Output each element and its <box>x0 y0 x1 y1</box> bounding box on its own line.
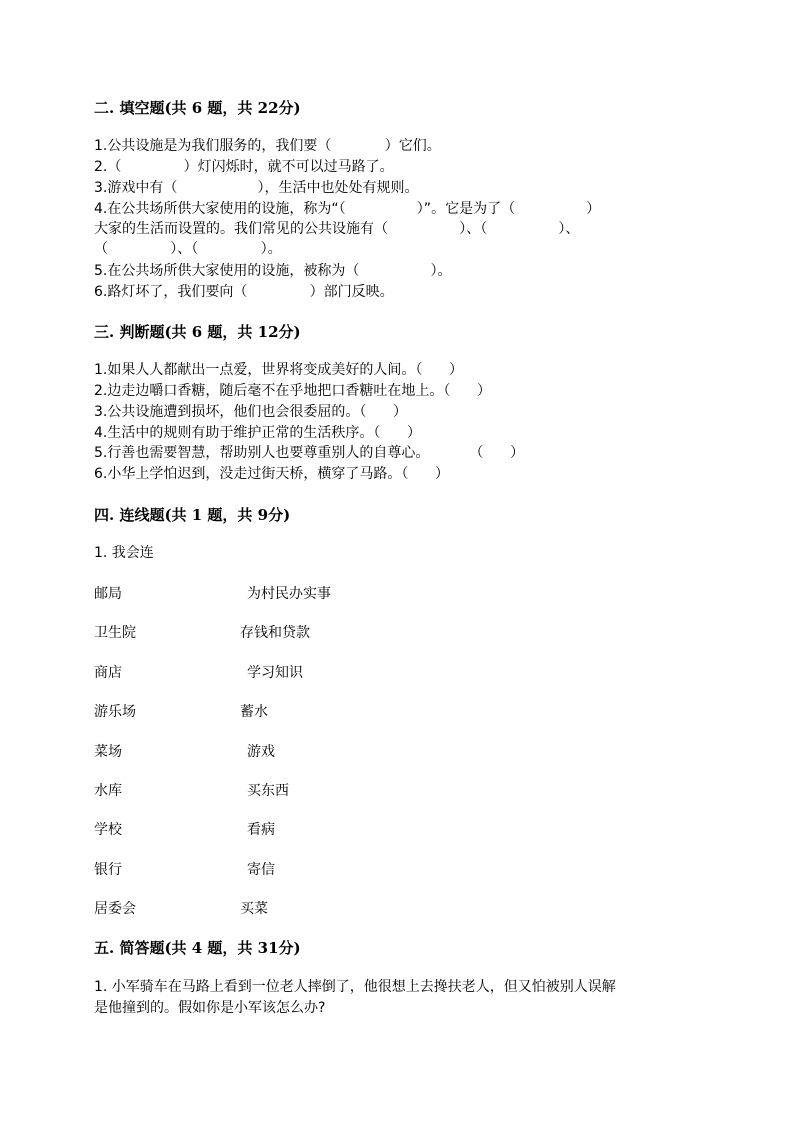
match-right-item: 为村民办实事 <box>247 586 331 602</box>
match-left-item: 游乐场 <box>94 704 136 720</box>
section-short-title: 五. 简答题(共 4 题，共 31分) <box>94 939 301 957</box>
judge-question-3: 3.公共设施遭到损坏，他们也会很委屈的。（ ） <box>94 404 408 420</box>
fill-question-6: 6.路灯坏了，我们要向（ ）部门反映。 <box>94 284 394 300</box>
match-right-item: 买东西 <box>247 783 289 799</box>
judge-question-4: 4.生活中的规则有助于维护正常的生活秩序。（ ） <box>94 425 422 441</box>
match-left-item: 邮局 <box>94 586 122 602</box>
match-left-item: 居委会 <box>94 901 136 917</box>
judge-question-2: 2.边走边嚼口香糖，随后毫不在乎地把口香糖吐在地上。（ ） <box>94 383 492 399</box>
match-left-item: 学校 <box>94 822 122 838</box>
fill-question-5: 5.在公共场所供大家使用的设施，被称为（ ）。 <box>94 263 452 279</box>
short-question-1-line-2: 是他撞到的。假如你是小军该怎么办? <box>94 1000 326 1016</box>
match-left-item: 银行 <box>94 862 122 878</box>
fill-question-4-line-3: （ ）、（ ）。 <box>94 241 282 257</box>
fill-question-1: 1.公共设施是为我们服务的，我们要（ ）它们。 <box>94 138 441 154</box>
short-question-1-line-1: 1. 小军骑车在马路上看到一位老人摔倒了，他很想上去搀扶老人，但又怕被别人误解 <box>94 979 616 995</box>
match-right-item: 游戏 <box>247 744 275 760</box>
section-judge-title: 三. 判断题(共 6 题，共 12分) <box>94 323 301 341</box>
match-right-item: 蓄水 <box>240 704 268 720</box>
fill-question-3: 3.游戏中有（ ），生活中也处处有规则。 <box>94 180 419 196</box>
fill-question-4-line-1: 4.在公共场所供大家使用的设施，称为“（ ）”。它是为了（ ） <box>94 201 601 217</box>
section-fill-title: 二. 填空题(共 6 题，共 22分) <box>94 99 301 117</box>
judge-question-5: 5.行善也需要智慧，帮助别人也要尊重别人的自尊心。 （ ） <box>94 445 525 461</box>
judge-question-1: 1.如果人人都献出一点爱，世界将变成美好的人间。（ ） <box>94 362 464 378</box>
judge-question-6: 6.小华上学怕迟到，没走过街天桥，横穿了马路。（ ） <box>94 466 450 482</box>
match-left-item: 卫生院 <box>94 625 136 641</box>
match-question: 1. 我会连 <box>94 545 154 561</box>
match-right-item: 看病 <box>247 822 275 838</box>
fill-question-2: 2.（ ）灯闪烁时，就不可以过马路了。 <box>94 159 394 175</box>
match-right-item: 学习知识 <box>247 665 303 681</box>
match-left-item: 水库 <box>94 783 122 799</box>
match-left-item: 菜场 <box>94 744 122 760</box>
match-right-item: 存钱和贷款 <box>240 625 310 641</box>
section-match-title: 四. 连线题(共 1 题，共 9分) <box>94 506 291 524</box>
match-right-item: 寄信 <box>247 862 275 878</box>
fill-question-4-line-2: 大家的生活而设置的。我们常见的公共设施有（ ）、（ ）、 <box>94 221 580 237</box>
match-left-item: 商店 <box>94 665 122 681</box>
match-right-item: 买菜 <box>240 901 268 917</box>
